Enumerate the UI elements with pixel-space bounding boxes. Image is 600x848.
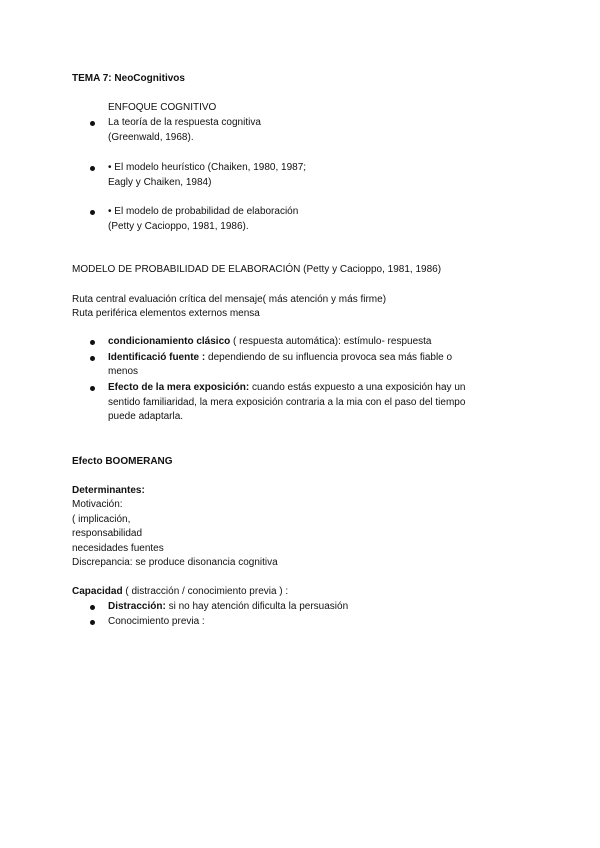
bullet-icon [90,356,95,361]
enfoque-item-line: La teoría de la respuesta cognitiva [108,117,261,128]
item-text: cuando estás expuesto a una exposición hay un [249,382,466,393]
capacidad-heading [72,585,288,599]
capacidad-term: Capacidad [72,586,123,597]
item-term: Distracción: [108,601,166,612]
list-item [108,381,465,395]
item-term: condicionamiento clásico [108,336,231,347]
discrepancia-line: Discrepancia: se produce disonancia cognitiva [72,557,278,568]
bullet-icon [90,620,95,625]
ruta-periferica: Ruta periférica elementos externos mensa [72,308,260,319]
bullet-icon [90,121,95,126]
item-text: ( respuesta automática): estímulo- respuesta [230,336,432,347]
item-text: si no hay atención dificulta la persuasión [165,601,349,612]
item-term: Efecto de la mera exposición: [108,382,250,393]
determinante-line: necesidades fuentes [72,543,164,554]
item-text: dependiendo de su influencia provoca sea más fiable o [205,352,453,363]
list-item [108,335,431,349]
enfoque-item-line: Eagly y Chaiken, 1984) [108,177,212,188]
determinante-line: Motivación: [72,499,123,510]
bullet-icon [90,166,95,171]
page-title: TEMA 7: NeoCognitivos [72,73,185,84]
bullet-icon [90,340,95,345]
item-term: Identificació fuente : [108,352,206,363]
bullet-icon [90,605,95,610]
enfoque-item-line: • El modelo de probabilidad de elaboración [108,206,299,217]
determinante-line: responsabilidad [72,528,143,539]
enfoque-item-line: • El modelo heurístico (Chaiken, 1980, 1987; [108,162,307,173]
bullet-icon [90,210,95,215]
capacidad-suffix: ( distracción / conocimiento previa ) : [122,586,289,597]
item-continuation: menos [108,366,139,377]
modelo-heading: MODELO DE PROBABILIDAD DE ELABORACIÓN (Petty y Cacioppo, 1981, 1986) [72,264,442,275]
enfoque-heading: ENFOQUE COGNITIVO [108,102,217,113]
determinante-line: ( implicación, [72,514,131,525]
bullet-icon [90,386,95,391]
determinantes-heading: Determinantes: [72,485,145,496]
boomerang-heading: Efecto BOOMERANG [72,456,173,467]
ruta-central: Ruta central evaluación crítica del mensaje( más atención y más firme) [72,294,387,305]
list-item [108,351,452,365]
item-continuation: sentido familiaridad, la mera exposición contraria a la mia con el paso del tiempo [108,397,466,408]
enfoque-item-line: (Greenwald, 1968). [108,132,194,143]
list-item: Conocimiento previa : [108,616,205,627]
enfoque-item-line: (Petty y Cacioppo, 1981, 1986). [108,221,249,232]
list-item [108,600,348,614]
item-continuation: puede adaptarla. [108,411,184,422]
